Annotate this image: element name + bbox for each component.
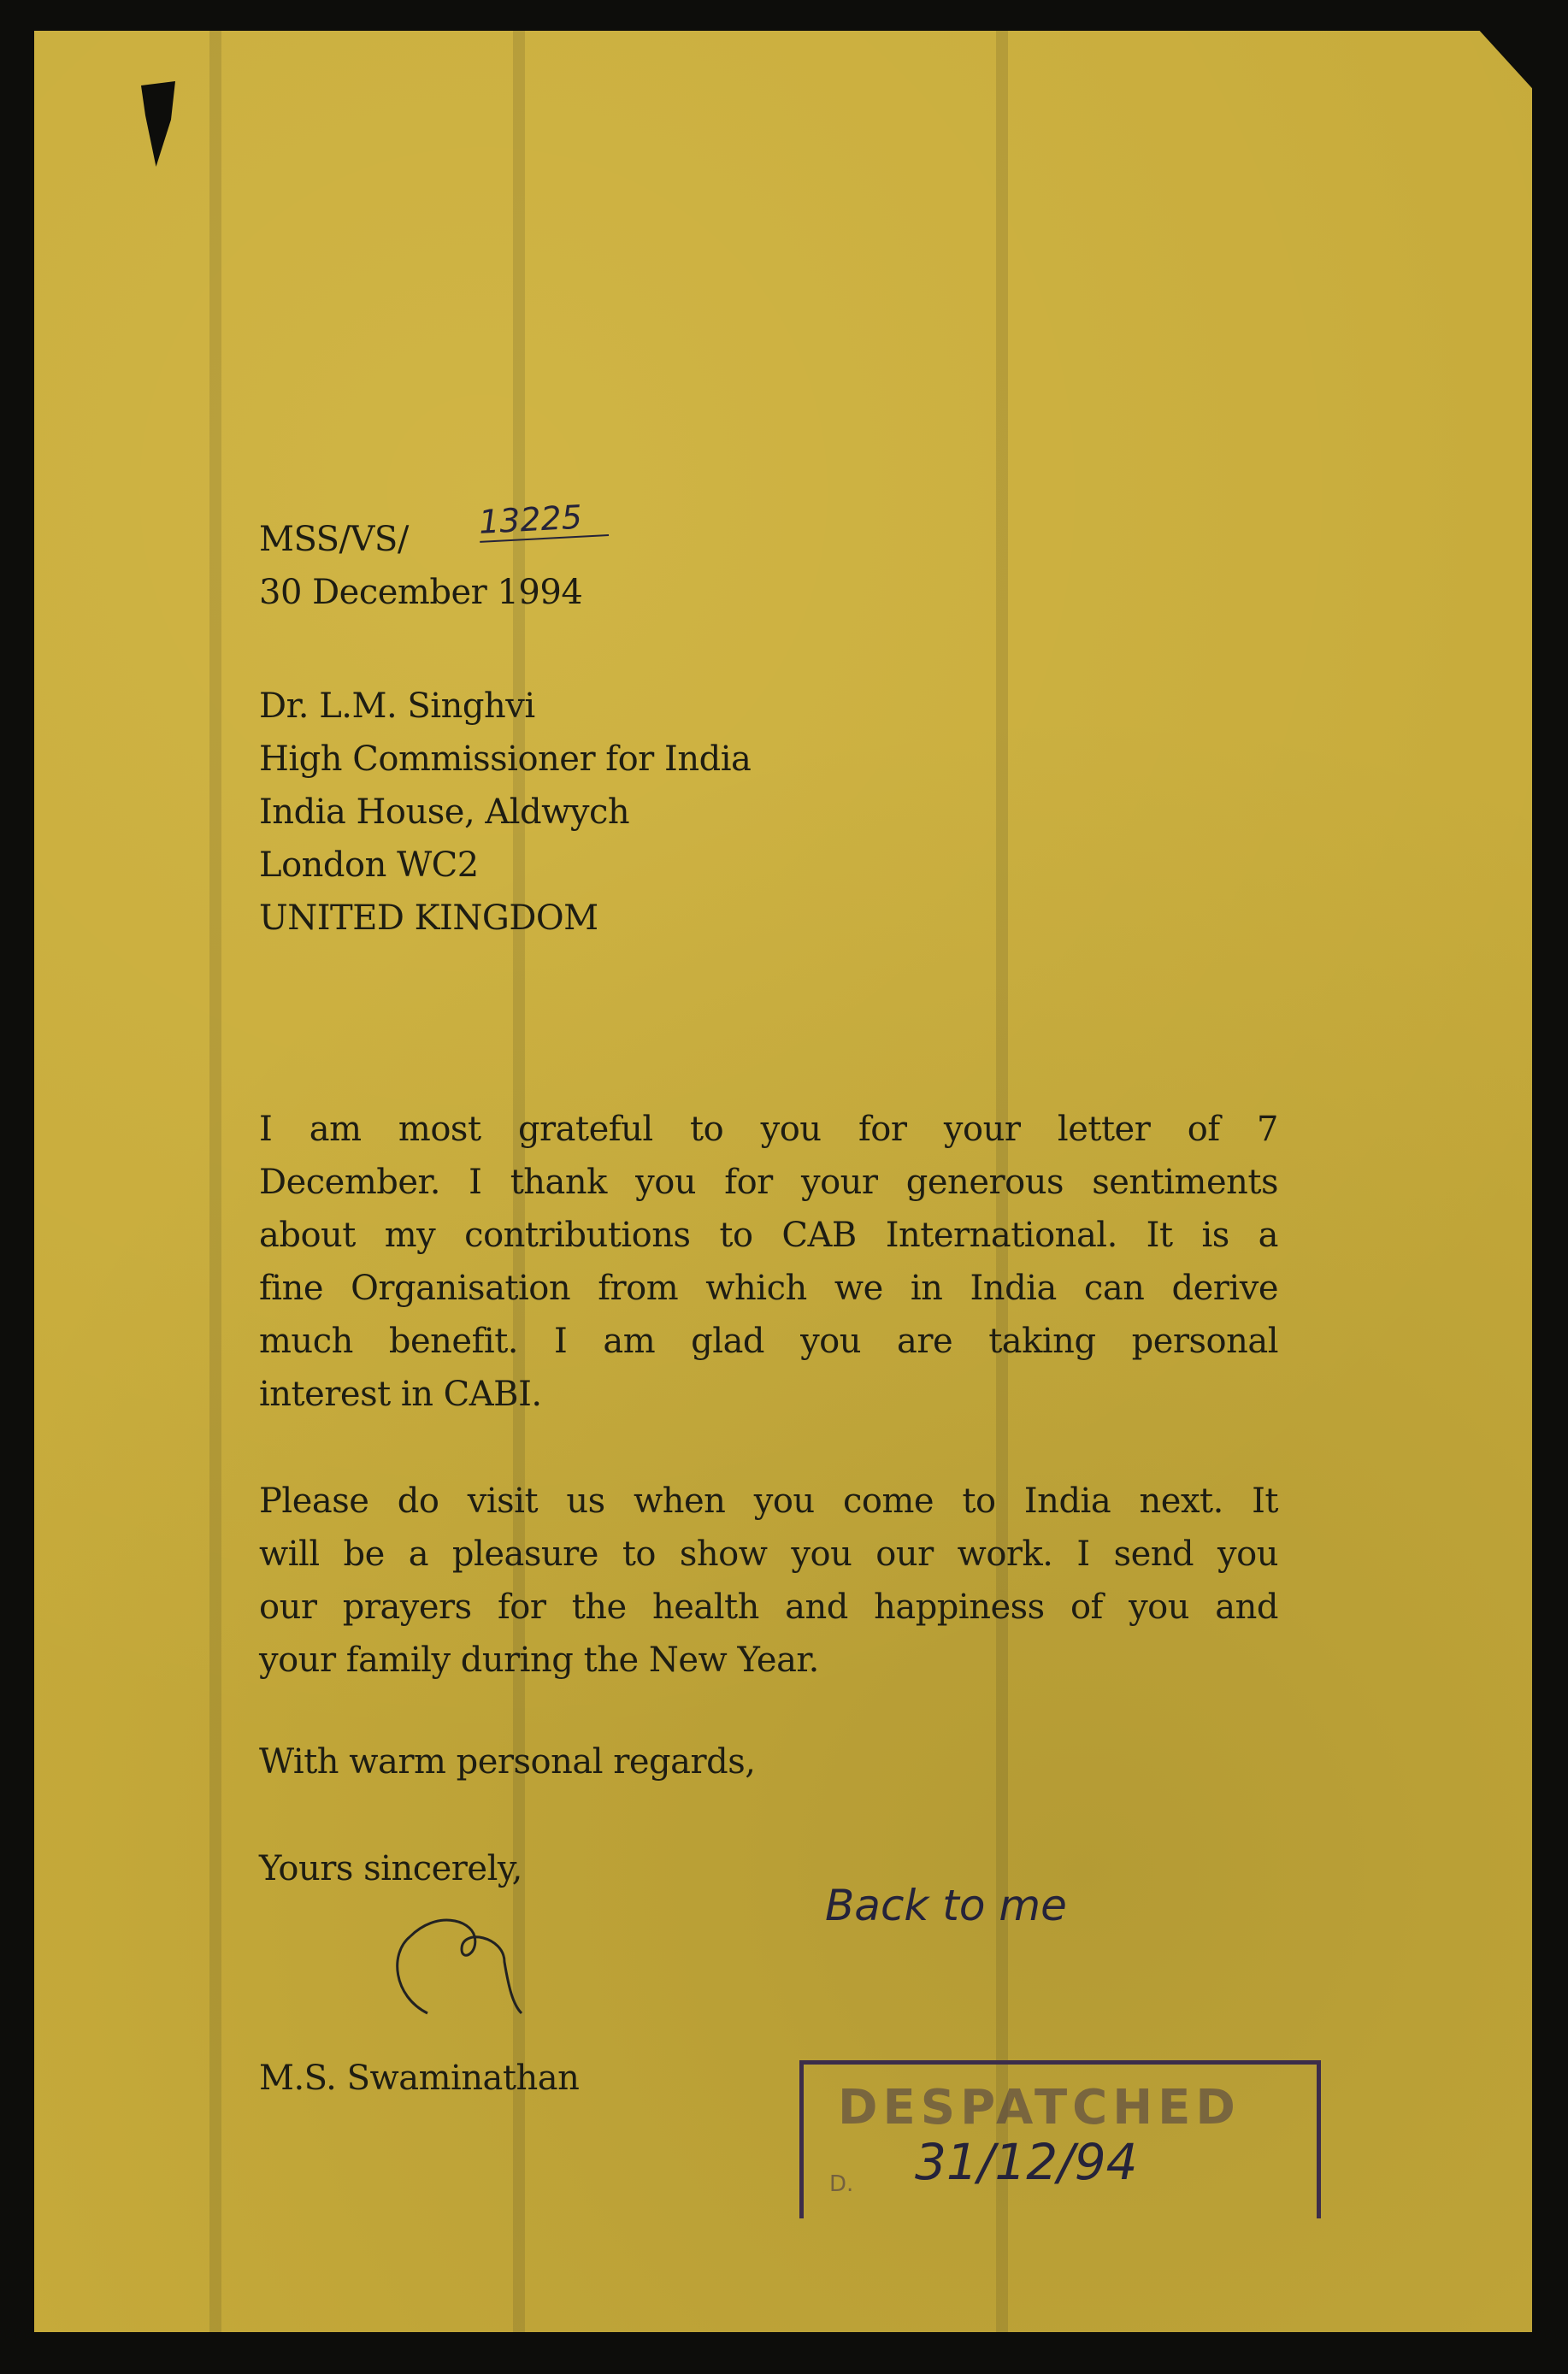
- despatched-stamp: [799, 2060, 1321, 2218]
- recipient-line: Dr. L.M. Singhvi: [259, 686, 535, 726]
- stamp-label: DESPATCHED: [838, 2080, 1241, 2135]
- paragraph-1: [259, 1103, 1278, 1421]
- stamp-date-prefix: D.: [829, 2171, 854, 2197]
- reference-number-handwritten: 13225: [478, 497, 609, 543]
- body-line: fine Organisation from which we in India can derive: [259, 1269, 1278, 1308]
- body-line: interest in CABI.: [259, 1375, 542, 1414]
- body-line: about my contributions to CAB International. It is a: [259, 1216, 1278, 1255]
- body-line: will be a pleasure to show you our work. I send you: [259, 1535, 1278, 1574]
- letter-date: 30 December 1994: [259, 573, 583, 612]
- reference-prefix: MSS/VS/: [259, 520, 409, 559]
- body-line: much benefit. I am glad you are taking personal: [259, 1322, 1278, 1361]
- recipient-line: India House, Aldwych: [259, 792, 630, 832]
- regards: With warm personal regards,: [259, 1742, 756, 1782]
- handwritten-note: Back to me: [825, 1881, 1067, 1930]
- recipient-line: London WC2: [259, 845, 479, 885]
- paragraph-2: [259, 1475, 1278, 1687]
- body-line: I am most grateful to you for your letter of 7: [259, 1110, 1278, 1149]
- body-line: Please do visit us when you come to India next. It: [259, 1482, 1278, 1521]
- stamp-date-handwritten: 31/12/94: [915, 2133, 1138, 2191]
- closing: Yours sincerely,: [259, 1849, 522, 1888]
- signatory-name: M.S. Swaminathan: [259, 2059, 580, 2098]
- recipient-line: High Commissioner for India: [259, 739, 752, 779]
- body-line: our prayers for the health and happiness of you and: [259, 1588, 1278, 1627]
- body-line: December. I thank you for your generous sentiments: [259, 1163, 1278, 1202]
- recipient-line: UNITED KINGDOM: [259, 898, 598, 938]
- recipient-address: [259, 680, 751, 945]
- signature: [376, 1902, 539, 2022]
- body-line: your family during the New Year.: [259, 1641, 819, 1680]
- paper-fold: [209, 31, 221, 2332]
